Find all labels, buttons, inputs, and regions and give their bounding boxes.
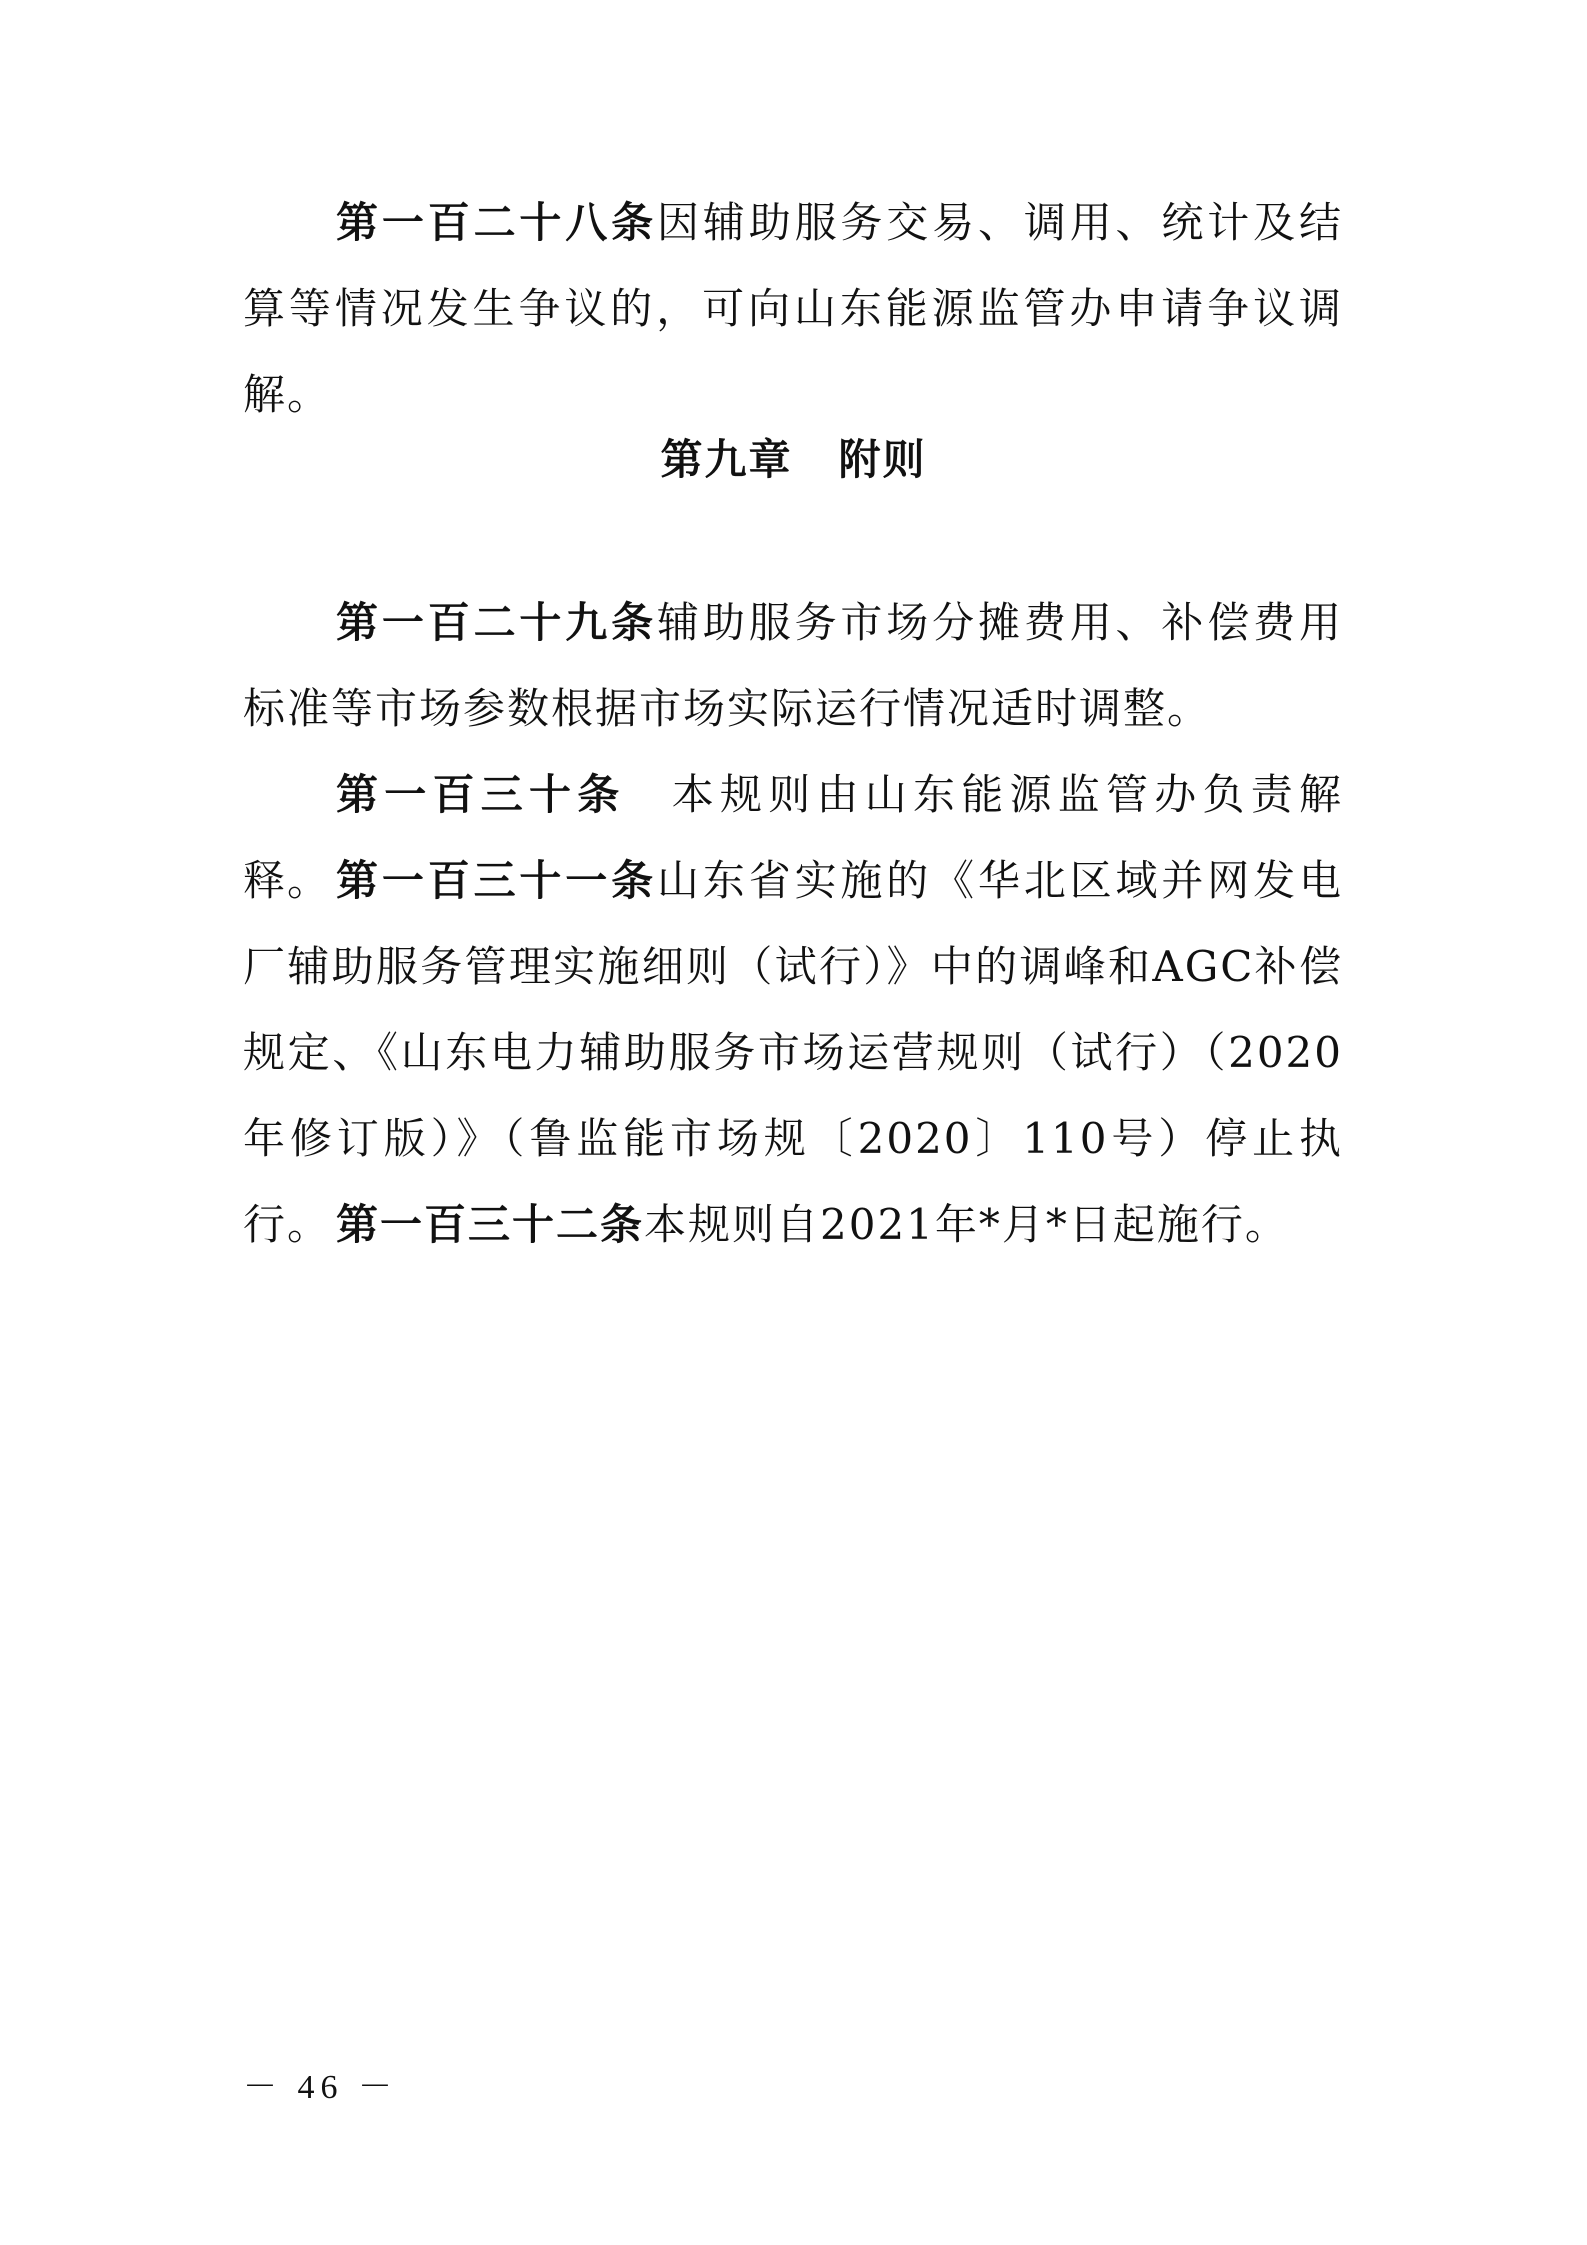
article-text: 本规则由山东能源监管办负责解释。 — [243, 770, 1343, 905]
article-129 — [243, 580, 1343, 752]
article-text: 山东省实施的《华北区域并网发电厂辅助服务管理实施细则（试行）》中的调峰和AGC补偿规定、《山东电力辅助服务市场运营规则（试行）（2020年修订版）》（鲁监能市场规〔2020〕110号）停止执行。 — [243, 856, 1343, 1249]
chapter-number: 第九章 — [660, 435, 793, 484]
article-number: 第一百二十九条 — [336, 598, 657, 647]
chapter-title: 附则 — [838, 435, 927, 484]
article-text: 辅助服务市场分摊费用、补偿费用标准等市场参数根据市场实际运行情况适时调整。 — [243, 598, 1343, 733]
article-number: 第一百三十条 — [336, 770, 626, 819]
article-number: 第一百三十一条 — [336, 856, 657, 905]
page-number: － 46 － — [243, 2069, 398, 2106]
article-text: 本规则自2021年*月*日起施行。 — [644, 1200, 1289, 1249]
chapter-heading — [0, 425, 1587, 495]
article-number: 第一百三十二条 — [336, 1200, 645, 1249]
article-text: 因辅助服务交易、调用、统计及结算等情况发生争议的，可向山东能源监管办申请争议调解。 — [243, 198, 1343, 419]
article-132 — [243, 1182, 1343, 1268]
article-128 — [243, 180, 1343, 438]
article-number: 第一百二十八条 — [336, 198, 657, 247]
